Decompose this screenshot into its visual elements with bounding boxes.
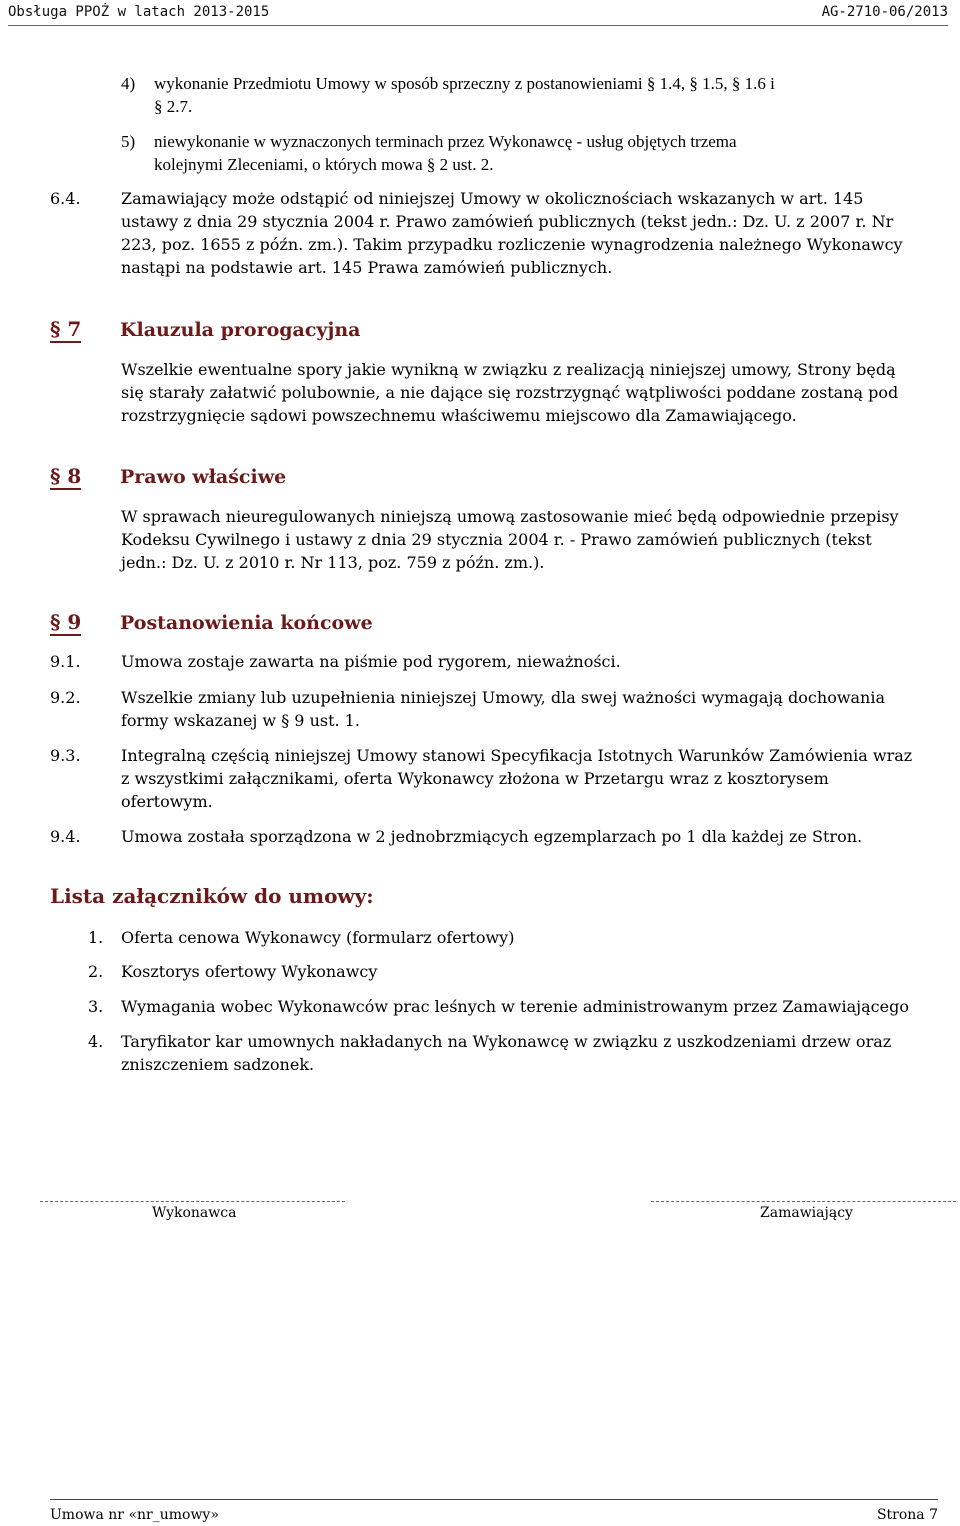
section-7-text: Wszelkie ewentualne spory jakie wynikną w związku z realizacją niniejszej umowy, Strony będą się starały załatwić polubownie, a nie dające się rozstrzygnąć wątpliwości poddane zostaną pod rozstrzygnięcie sądowi powszechnemu właściwemu miejscowo dla Zamawiającego. <box>121 360 899 425</box>
header-left: Obsługa PPOŻ w latach 2013-2015 <box>8 4 270 20</box>
section-7-number: § 7 <box>50 317 82 341</box>
header-rule <box>8 25 948 26</box>
footer-left: Umowa nr «nr_umowy» <box>50 1507 219 1523</box>
list-item: 4) wykonanie Przedmiotu Umowy w sposób sprzeczny z postanowieniami § 1.4, § 1.5, § 1.6 i § 2.7. <box>121 74 775 116</box>
section-7-title: Klauzula prorogacyjna <box>120 319 361 341</box>
signature-label-left: Wykonawca <box>152 1205 237 1221</box>
list-item: 5) niewykonanie w wyznaczonych terminach przez Wykonawcę - usług objętych trzema kolejnymi Zleceniami, o których mowa § 2 ust. 2. <box>121 132 737 174</box>
signature-line-right <box>651 1201 956 1202</box>
header-right: AG-2710-06/2013 <box>821 4 948 20</box>
page-footer <box>50 1499 938 1526</box>
section-8-title: Prawo właściwe <box>120 466 287 488</box>
point-6-4: 6.4. Zamawiający może odstąpić od niniejszej Umowy w okolicznościach wskazanych w art. 145 ustawy z dnia 29 stycznia 2004 r. Prawo zamówień publicznych (tekst jedn.: Dz. U. z 2007 r. Nr 223, poz. 1655 z późn. zm.). Takim przypadku rozliczenie wynagrodzenia należnego Wykonawcy nastąpi na podstawie art. 145 Prawa zamówień publicznych. <box>50 189 903 277</box>
signature-line-left <box>40 1201 345 1202</box>
attachments-title: Lista załączników do umowy: <box>50 884 374 908</box>
section-8-text: W sprawach nieuregulowanych niniejszą umową zastosowanie mieć będą odpowiednie przepisy Kodeksu Cywilnego i ustawy z dnia 29 stycznia 2004 r. - Prawo zamówień publicznych (tekst jedn.: Dz. U. z 2010 r. Nr 113, poz. 759 z późn. zm.). <box>121 507 899 572</box>
page-header <box>0 0 960 26</box>
section-8-number: § 8 <box>50 464 82 488</box>
footer-right: Strona 7 <box>876 1507 938 1523</box>
section-9-title: Postanowienia końcowe <box>120 612 373 634</box>
signature-label-right: Zamawiający <box>760 1205 853 1221</box>
section-9-number: § 9 <box>50 610 82 634</box>
